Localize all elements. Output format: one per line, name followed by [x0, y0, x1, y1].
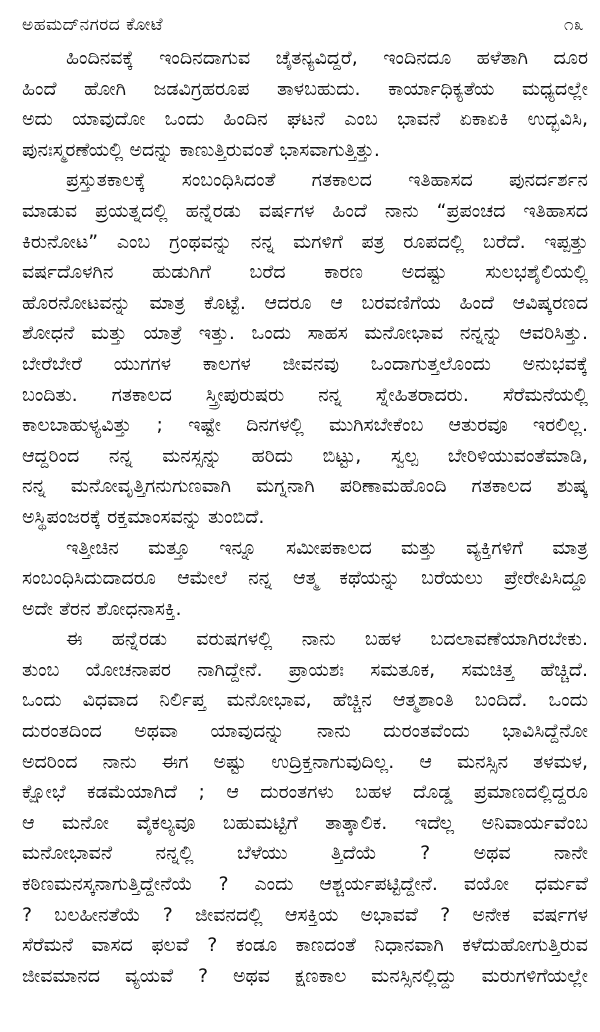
body-text — [22, 43, 588, 991]
text-line: ಅದೇ ತೆರನ ಶೋಧನಾಸಕ್ತಿ. — [22, 597, 182, 620]
text-line: ? ಬಲಹೀನತೆಯೆ ? ಜೀವನದಲ್ಲಿ ಆಸಕ್ತಿಯ ಅಭಾವವೆ ? ಅನೇಕ ವರ್ಷಗಳ — [22, 903, 588, 926]
text-line: ಅಸ್ಥಿಪಂಜರಕ್ಕೆ ರಕ್ತಮಾಂಸವನ್ನು ತುಂಬಿದೆ. — [22, 505, 265, 528]
running-header — [22, 10, 584, 40]
text-line: ಹಿಂದಿನವಕ್ಕೆ ಇಂದಿನದಾಗುವ ಚೈತನ್ಯವಿದ್ದರೆ, ಇಂದಿನದೂ ಹಳೆತಾಗಿ ದೂರ — [66, 47, 588, 69]
text-line: ನನ್ನ ಮನೋವೃತ್ತಿಗನುಗುಣವಾಗಿ ಮಗ್ನನಾಗಿ ಪರಿಣಾಮಹೊಂದಿ ಗತಕಾಲದ ಶುಷ್ಕ — [22, 475, 588, 498]
page-number: ೧೩ — [563, 15, 584, 35]
paragraph — [22, 43, 588, 165]
text-line: ಕಿರುನೋಟ” ಎಂಬ ಗ್ರಂಥವನ್ನು ನನ್ನ ಮಗಳಿಗೆ ಪತ್ರ ರೂಪದಲ್ಲಿ ಬರೆದೆ. ಇಪ್ಪತ್ತು — [22, 230, 588, 253]
text-line: ಕಾಲಬಾಹುಳ್ಯವಿತ್ತು ; ಇಷ್ಟೇ ದಿನಗಳಲ್ಲಿ ಮುಗಿಸಬೇಕೆಂಬ ಆತುರವೂ ಇರಲಿಲ್ಲ. — [22, 414, 588, 437]
text-line: ಆ ಮನೋ ವೈಕಲ್ಯವೂ ಬಹುಮಟ್ಟಿಗೆ ತಾತ್ಕಾಲಿಕ. ಇದೆಲ್ಲ ಅನಿವಾರ್ಯವೆಂಬ — [22, 811, 588, 834]
text-line: ತುಂಬ ಯೋಚನಾಪರ ನಾಗಿದ್ದೇನೆ. ಪ್ರಾಯಶಃ ಸಮತೂಕ, ಸಮಚಿತ್ತ ಹೆಚ್ಚಿದೆ. — [22, 658, 588, 681]
text-line: ಸೆರೆಮನೆ ವಾಸದ ಫಲವೆ ? ಕಂಡೂ ಕಾಣದಂತೆ ನಿಧಾನವಾಗಿ ಕಳೆದುಹೋಗುತ್ತಿರುವ — [22, 934, 588, 957]
text-line: ಒಂದು ವಿಧವಾದ ನಿರ್ಲಿಪ್ತ ಮನೋಭಾವ, ಹೆಚ್ಚಿನ ಆತ್ಮಶಾಂತಿ ಬಂದಿದೆ. ಒಂದು — [22, 689, 588, 712]
text-line: ಹೊರನೋಟವನ್ನು ಮಾತ್ರ ಕೊಟ್ಟೆ. ಆದರೂ ಆ ಬರವಣಿಗೆಯ ಹಿಂದೆ ಆವಿಷ್ಕರಣದ — [22, 291, 588, 314]
text-line: ಈ ಹನ್ನೆರಡು ವರುಷಗಳಲ್ಲಿ ನಾನು ಬಹಳ ಬದಲಾವಣೆಯಾಗಿರಬೇಕು. — [66, 628, 588, 651]
text-line: ದುರಂತದಿಂದ ಅಥವಾ ಯಾವುದನ್ನು ನಾನು ದುರಂತವೆಂದು ಭಾವಿಸಿದ್ದೆನೋ — [22, 720, 588, 743]
text-line: ಅದು ಯಾವುದೋ ಒಂದು ಹಿಂದಿನ ಘಟನೆ ಎಂಬ ಭಾವನೆ ಏಕಾಏಕಿ ಉದ್ಭವಿಸಿ, — [22, 108, 588, 131]
running-title: ಅಹಮದ್‌ನಗರದ ಕೋಟೆ — [22, 15, 164, 35]
text-line: ಬೇರೆಬೇರೆ ಯುಗಗಳ ಕಾಲಗಳ ಜೀವನವು ಒಂದಾಗುತ್ತಲೊಂದು ಅನುಭವಕ್ಕೆ — [22, 352, 588, 375]
text-line: ಆದ್ದರಿಂದ ನನ್ನ ಮನಸ್ಸನ್ನು ಹರಿದು ಬಿಟ್ಟು, ಸ್ವಲ್ಪ ಬೇರಿಳಿಯುವಂತೆಮಾಡಿ, — [22, 444, 588, 467]
text-line: ಪ್ರಸ್ತುತಕಾಲಕ್ಕೆ ಸಂಬಂಧಿಸಿದಂತೆ ಗತಕಾಲದ ಇತಿಹಾಸದ ಪುನರ್ದರ್ಶನ — [66, 169, 588, 192]
text-line: ಅದರಿಂದ ನಾನು ಈಗ ಅಷ್ಟು ಉದ್ರಿಕ್ತನಾಗುವುದಿಲ್ಲ. ಆ ಮನಸ್ಸಿನ ತಳಮಳ, — [22, 750, 588, 773]
text-line: ಇತ್ತೀಚಿನ ಮತ್ತೂ ಇನ್ನೂ ಸಮೀಪಕಾಲದ ಮತ್ತು ವ್ಯಕ್ತಿಗಳಿಗೆ ಮಾತ್ರ — [66, 536, 588, 559]
paragraph — [22, 165, 588, 532]
text-line: ವರ್ಷದೊಳಗಿನ ಹುಡುಗಿಗೆ ಬರೆದ ಕಾರಣ ಅದಷ್ಟು ಸುಲಭಶೈಲಿಯಲ್ಲಿ — [22, 261, 588, 284]
text-line: ಬಂದಿತು. ಗತಕಾಲದ ಸ್ತ್ರೀಪುರುಷರು ನನ್ನ ಸ್ನೇಹಿತರಾದರು. ಸೆರೆಮನೆಯಲ್ಲಿ — [22, 383, 588, 406]
text-line: ಮಾಡುವ ಪ್ರಯತ್ನದಲ್ಲಿ ಹನ್ನೆರಡು ವರ್ಷಗಳ ಹಿಂದೆ ನಾನು “ಪ್ರಪಂಚದ ಇತಿಹಾಸದ — [22, 199, 588, 222]
text-line: ಕಠಿಣಮನಸ್ಕನಾಗುತ್ತಿದ್ದೇನೆಯೆ ? ಎಂದು ಆಶ್ಚರ್ಯಪಟ್ಟಿದ್ದೇನೆ. ವಯೋ ಧರ್ಮವೆ — [22, 873, 588, 896]
text-line: ಮನೋಭಾವನೆ ನನ್ನಲ್ಲಿ ಬೆಳೆಯು ತ್ತಿದೆಯೆ ? ಅಥವ ನಾನೇ — [22, 842, 588, 865]
text-line: ಸಂಬಂಧಿಸಿದುದಾದರೂ ಆಮೇಲೆ ನನ್ನ ಆತ್ಮ ಕಥೆಯನ್ನು ಬರೆಯಲು ಪ್ರೇರೇಪಿಸಿದ್ದೂ — [22, 567, 588, 590]
text-line: ಕ್ಷೋಭೆ ಕಡಮೆಯಾಗಿದೆ ; ಆ ದುರಂತಗಳು ಬಹಳ ದೊಡ್ಡ ಪ್ರಮಾಣದಲ್ಲಿದ್ದರೂ — [22, 781, 588, 804]
text-line: ಶೋಧನೆ ಮತ್ತು ಯಾತ್ರೆ ಇತ್ತು. ಒಂದು ಸಾಹಸ ಮನೋಭಾವ ನನ್ನನ್ನು ಆವರಿಸಿತ್ತು. — [22, 322, 588, 345]
paragraph — [22, 624, 588, 991]
text-line: ಪುನಃಸ್ಮರಣೆಯಲ್ಲಿ ಅದನ್ನು ಕಾಣುತ್ತಿರುವಂತೆ ಭಾಸವಾಗುತ್ತಿತ್ತು. — [22, 138, 380, 161]
text-line: ಜೀವಮಾನದ ವ್ಯಯವೆ ? ಅಥವ ಕ್ಷಣಕಾಲ ಮನಸ್ಸಿನಲ್ಲಿದ್ದು ಮರುಗಳಿಗೆಯಲ್ಲೇ — [22, 964, 588, 987]
paragraph — [22, 533, 588, 625]
text-line: ಹಿಂದೆ ಹೋಗಿ ಜಡವಿಗ್ರಹರೂಪ ತಾಳಬಹುದು. ಕಾರ್ಯಾಧಿಕ್ಯತೆಯ ಮಧ್ಯದಲ್ಲೇ — [22, 77, 588, 100]
